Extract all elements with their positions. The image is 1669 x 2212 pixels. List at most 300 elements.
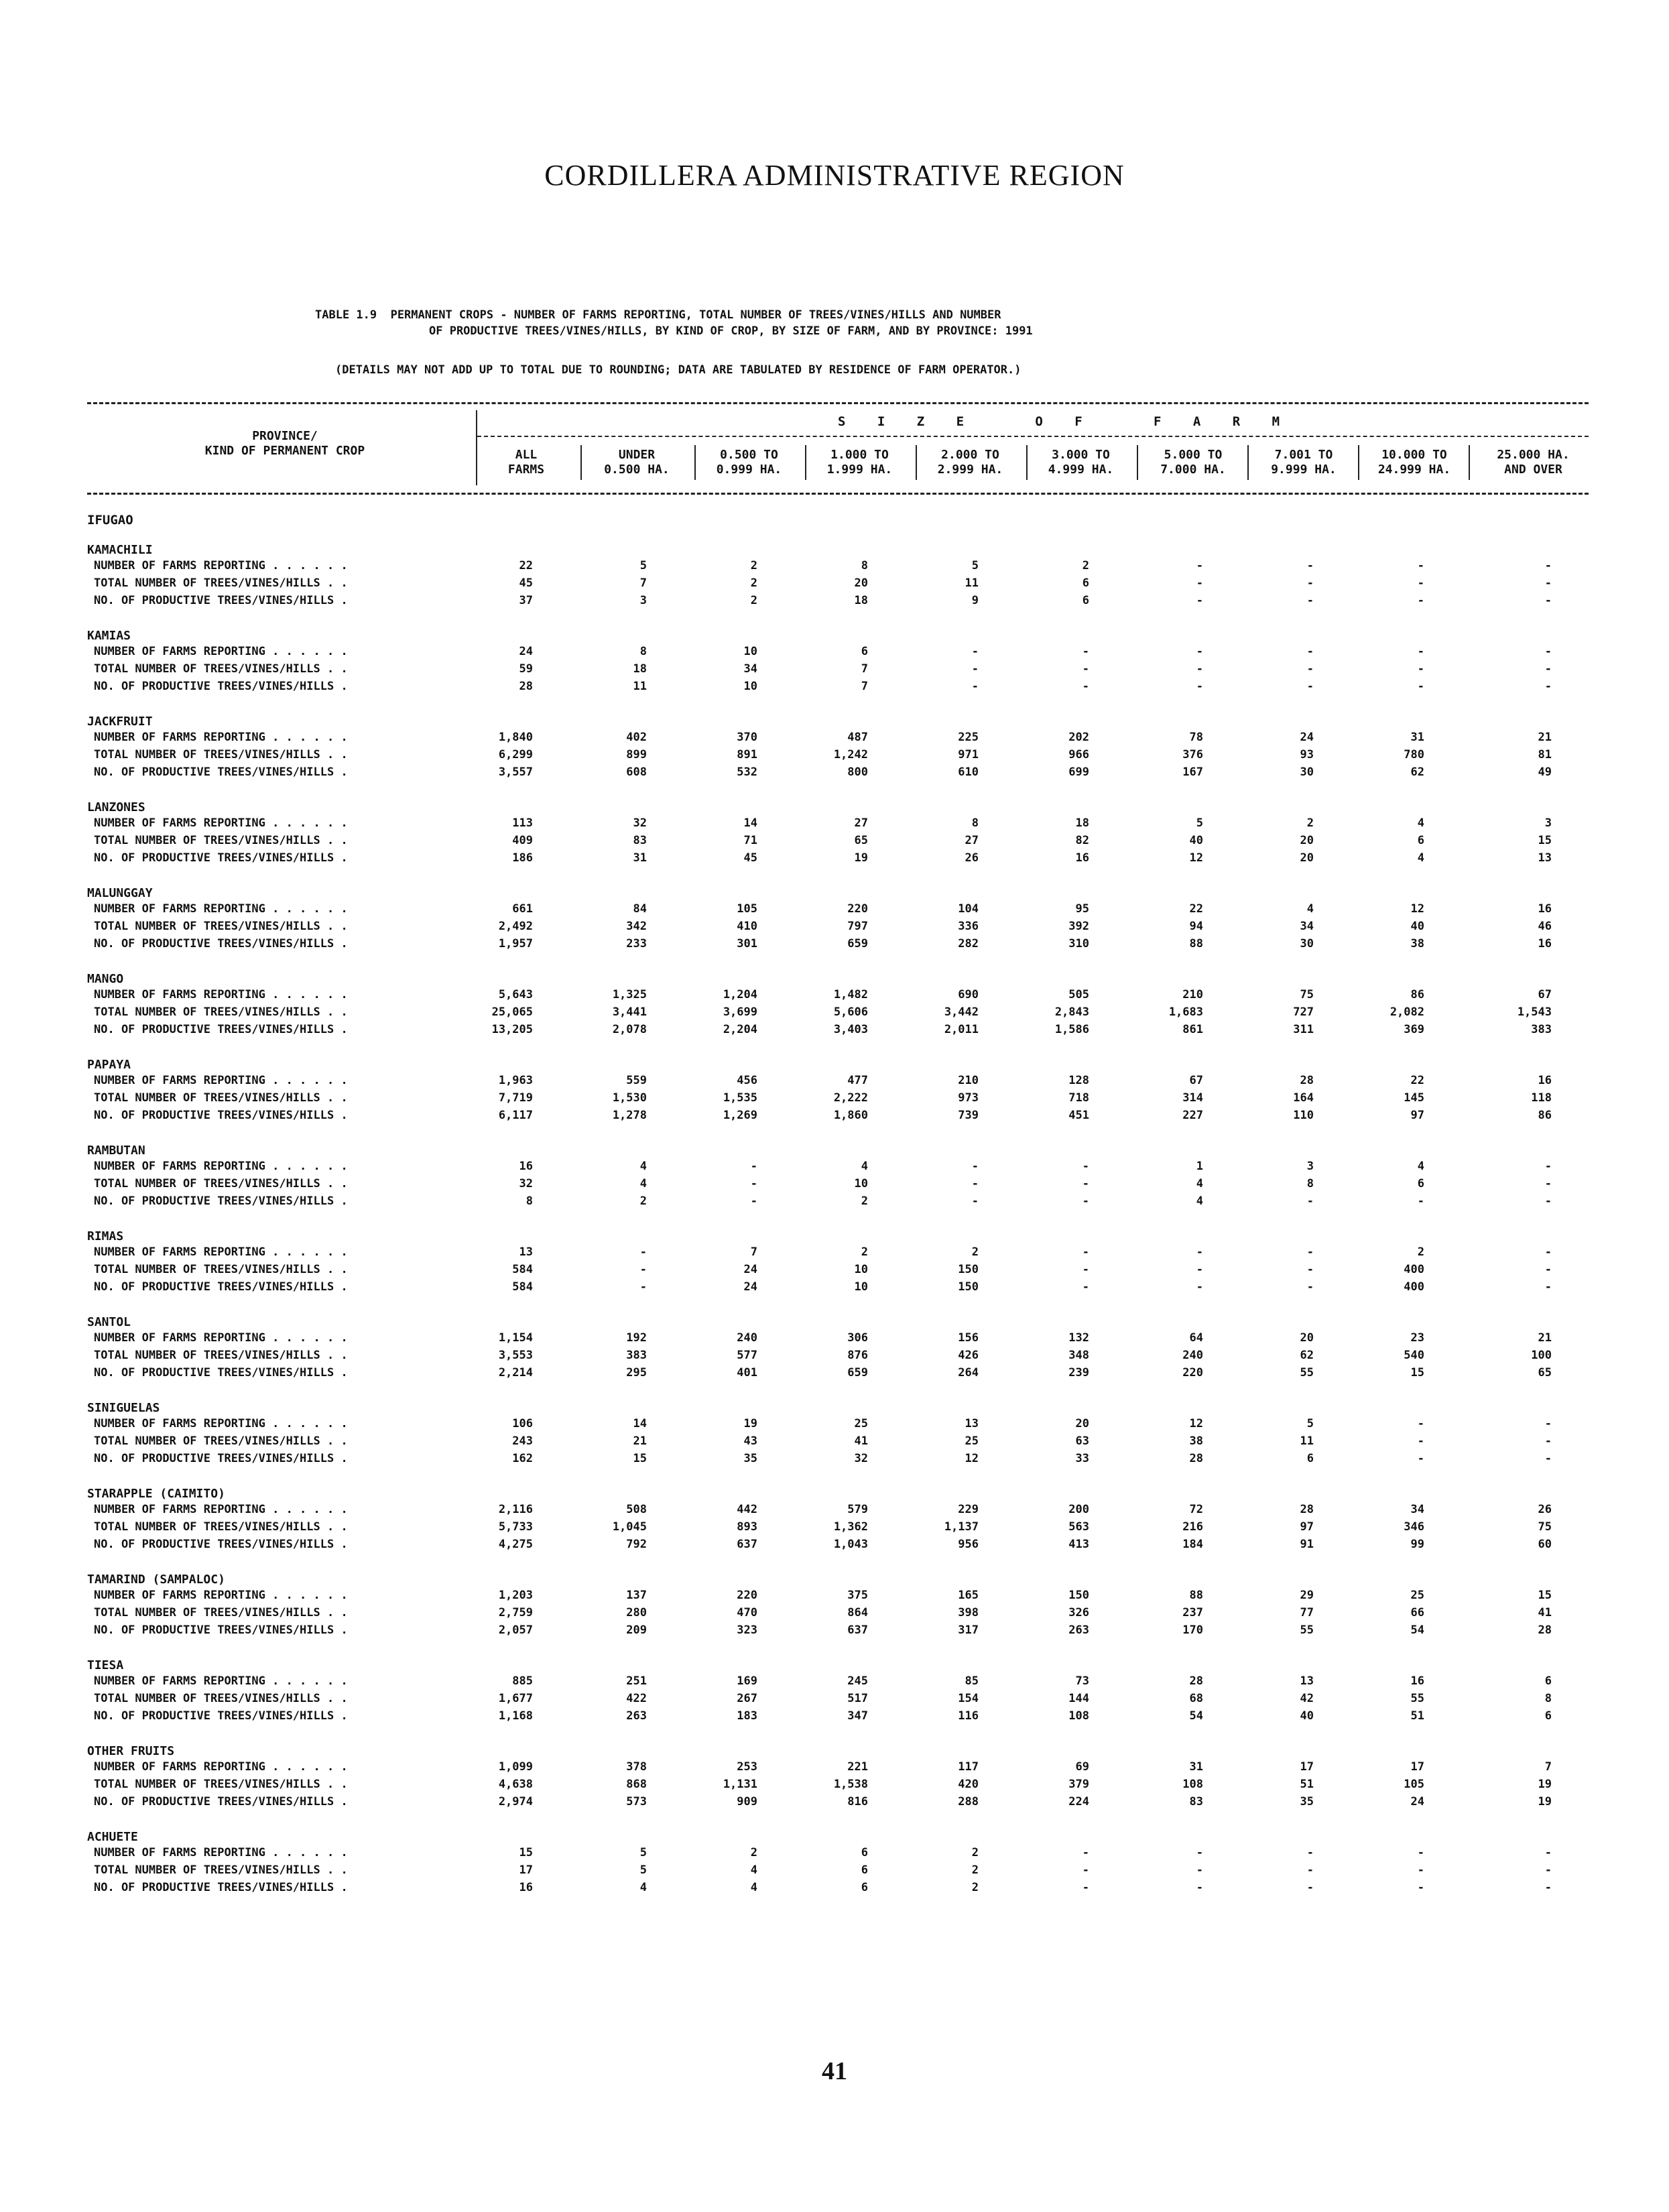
table-cell: 637	[737, 1538, 757, 1551]
table-cell: 19	[1538, 1795, 1552, 1808]
row-label: TOTAL NUMBER OF TREES/VINES/HILLS . .	[94, 1863, 348, 1877]
table-cell: 1,045	[612, 1520, 647, 1534]
table-cell: -	[1196, 576, 1203, 590]
table-cell: 240	[1182, 1349, 1203, 1362]
table-cell: -	[1196, 1280, 1203, 1294]
table-cell: 225	[958, 731, 979, 744]
table-cell: 150	[958, 1280, 979, 1294]
table-cell: 6	[861, 645, 868, 658]
table-cell: 72	[1189, 1503, 1203, 1516]
table-cell: 100	[1531, 1349, 1552, 1362]
table-cell: -	[1082, 1177, 1089, 1190]
table-cell: 233	[626, 937, 647, 950]
table-cell: 16	[1538, 902, 1552, 916]
table-cell: 30	[1300, 937, 1314, 950]
row-label: NUMBER OF FARMS REPORTING . . . . . .	[94, 731, 348, 744]
table-cell: 66	[1410, 1606, 1424, 1619]
table-cell: 15	[519, 1846, 533, 1859]
table-cell: 243	[512, 1434, 533, 1448]
table-cell: 3,441	[612, 1005, 647, 1019]
table-cell: 7	[1544, 1760, 1552, 1774]
table-cell: 78	[1189, 731, 1203, 744]
table-cell: 608	[626, 765, 647, 779]
table-cell: 86	[1410, 988, 1424, 1001]
crop-name: SANTOL	[87, 1315, 131, 1329]
row-label: NO. OF PRODUCTIVE TREES/VINES/HILLS .	[94, 1881, 348, 1894]
crop-name: TIESA	[87, 1658, 124, 1672]
table-cell: -	[1544, 1160, 1552, 1173]
table-cell: 54	[1410, 1623, 1424, 1637]
table-cell: 342	[626, 920, 647, 933]
table-cell: 31	[1189, 1760, 1203, 1774]
table-cell: -	[971, 1160, 979, 1173]
row-label: TOTAL NUMBER OF TREES/VINES/HILLS . .	[94, 576, 348, 590]
table-cell: 154	[958, 1692, 979, 1705]
table-cell: -	[1306, 645, 1314, 658]
table-cell: 156	[958, 1331, 979, 1345]
table-cell: 6	[1082, 594, 1089, 607]
row-label: NUMBER OF FARMS REPORTING . . . . . .	[94, 1846, 348, 1859]
table-cell: 864	[847, 1606, 868, 1619]
table-cell: 167	[1182, 765, 1203, 779]
row-label: NUMBER OF FARMS REPORTING . . . . . .	[94, 1674, 348, 1688]
table-cell: 95	[1075, 902, 1089, 916]
row-label: TOTAL NUMBER OF TREES/VINES/HILLS . .	[94, 1349, 348, 1362]
table-cell: 3,699	[723, 1005, 757, 1019]
column-header: UNDER 0.500 HA.	[604, 448, 670, 477]
table-cell: 1,043	[833, 1538, 868, 1551]
table-cell: -	[1306, 594, 1314, 607]
table-cell: -	[1306, 1881, 1314, 1894]
table-cell: 1,538	[833, 1778, 868, 1791]
size-of-farm-header: S I Z E O F F A R M	[838, 414, 1292, 429]
table-cell: 10	[854, 1263, 868, 1276]
table-cell: -	[1082, 645, 1089, 658]
crop-name: OTHER FRUITS	[87, 1744, 175, 1758]
table-cell: 75	[1300, 988, 1314, 1001]
table-cell: 20	[854, 576, 868, 590]
table-cell: 410	[737, 920, 757, 933]
table-cell: 3,553	[498, 1349, 533, 1362]
table-cell: -	[971, 662, 979, 676]
row-label: TOTAL NUMBER OF TREES/VINES/HILLS . .	[94, 1091, 348, 1105]
table-cell: 73	[1075, 1674, 1089, 1688]
table-cell: 1,278	[612, 1109, 647, 1122]
table-cell: 113	[512, 816, 533, 830]
table-cell: 1,860	[833, 1109, 868, 1122]
table-cell: 370	[737, 731, 757, 744]
table-cell: -	[1417, 559, 1424, 572]
table-cell: 18	[633, 662, 647, 676]
table-cell: 400	[1404, 1280, 1424, 1294]
table-cell: 1,586	[1054, 1023, 1089, 1036]
table-cell: 5	[971, 559, 979, 572]
table-cell: 3,403	[833, 1023, 868, 1036]
table-cell: 5,606	[833, 1005, 868, 1019]
column-divider	[1247, 445, 1249, 480]
row-label: NUMBER OF FARMS REPORTING . . . . . .	[94, 645, 348, 658]
table-cell: 659	[847, 937, 868, 950]
table-cell: 17	[1300, 1760, 1314, 1774]
table-cell: 577	[737, 1349, 757, 1362]
column-header: 10.000 TO 24.999 HA.	[1377, 448, 1451, 477]
table-cell: 10	[743, 645, 757, 658]
table-cell: 68	[1189, 1692, 1203, 1705]
table-cell: 378	[626, 1760, 647, 1774]
table-cell: 41	[1538, 1606, 1552, 1619]
table-cell: 727	[1293, 1005, 1314, 1019]
row-label: NUMBER OF FARMS REPORTING . . . . . .	[94, 988, 348, 1001]
crop-name: LANZONES	[87, 800, 145, 814]
table-cell: -	[1306, 1194, 1314, 1208]
table-cell: 28	[1300, 1503, 1314, 1516]
table-cell: -	[1082, 680, 1089, 693]
table-cell: 209	[626, 1623, 647, 1637]
table-cell: 4	[639, 1881, 647, 1894]
table-cell: 65	[1538, 1366, 1552, 1379]
table-cell: 28	[1300, 1074, 1314, 1087]
row-label: NO. OF PRODUCTIVE TREES/VINES/HILLS .	[94, 937, 348, 950]
table-cell: 40	[1189, 834, 1203, 847]
table-cell: 6	[1082, 576, 1089, 590]
table-cell: 2	[639, 1194, 647, 1208]
table-cell: 75	[1538, 1520, 1552, 1534]
table-cell: 85	[965, 1674, 979, 1688]
table-cell: 336	[958, 920, 979, 933]
table-cell: 16	[519, 1881, 533, 1894]
column-header: 25.000 HA. AND OVER	[1497, 448, 1570, 477]
table-cell: 346	[1404, 1520, 1424, 1534]
table-cell: -	[1196, 680, 1203, 693]
table-cell: 1,168	[498, 1709, 533, 1723]
table-cell: 17	[1410, 1760, 1424, 1774]
table-cell: 420	[958, 1778, 979, 1791]
table-cell: 971	[958, 748, 979, 761]
table-cell: 132	[1068, 1331, 1089, 1345]
table-cell: 699	[1068, 765, 1089, 779]
table-cell: 2,843	[1054, 1005, 1089, 1019]
table-cell: 224	[1068, 1795, 1089, 1808]
table-cell: 780	[1404, 748, 1424, 761]
table-cell: 24	[743, 1280, 757, 1294]
table-cell: -	[1544, 1434, 1552, 1448]
row-label: TOTAL NUMBER OF TREES/VINES/HILLS . .	[94, 834, 348, 847]
table-cell: 6,117	[498, 1109, 533, 1122]
table-cell: 383	[626, 1349, 647, 1362]
table-cell: 487	[847, 731, 868, 744]
table-cell: 7	[750, 1245, 757, 1259]
table-cell: 2,492	[498, 920, 533, 933]
table-cell: 4	[750, 1881, 757, 1894]
table-cell: 690	[958, 988, 979, 1001]
table-cell: 221	[847, 1760, 868, 1774]
row-label: NO. OF PRODUCTIVE TREES/VINES/HILLS .	[94, 1023, 348, 1036]
table-cell: 422	[626, 1692, 647, 1705]
row-label: NO. OF PRODUCTIVE TREES/VINES/HILLS .	[94, 1109, 348, 1122]
row-label: NO. OF PRODUCTIVE TREES/VINES/HILLS .	[94, 1709, 348, 1723]
table-cell: 579	[847, 1503, 868, 1516]
table-cell: 1,137	[944, 1520, 979, 1534]
table-cell: 17	[519, 1863, 533, 1877]
table-cell: 8	[639, 645, 647, 658]
table-cell: 11	[1300, 1434, 1314, 1448]
table-cell: 885	[512, 1674, 533, 1688]
table-cell: -	[1417, 1863, 1424, 1877]
table-cell: 4	[861, 1160, 868, 1173]
table-cell: 69	[1075, 1760, 1089, 1774]
table-cell: -	[1306, 1280, 1314, 1294]
table-cell: 1,963	[498, 1074, 533, 1087]
table-cell: 2	[750, 576, 757, 590]
table-cell: 34	[743, 662, 757, 676]
table-cell: 505	[1068, 988, 1089, 1001]
table-cell: 610	[958, 765, 979, 779]
table-cell: 10	[854, 1177, 868, 1190]
table-cell: 5,733	[498, 1520, 533, 1534]
table-cell: 909	[737, 1795, 757, 1808]
table-cell: 10	[854, 1280, 868, 1294]
table-cell: 169	[737, 1674, 757, 1688]
table-cell: 20	[1300, 851, 1314, 865]
table-cell: 18	[1075, 816, 1089, 830]
table-cell: 4,638	[498, 1778, 533, 1791]
row-label: NUMBER OF FARMS REPORTING . . . . . .	[94, 1331, 348, 1345]
table-cell: 517	[847, 1692, 868, 1705]
table-cell: -	[1196, 1263, 1203, 1276]
table-cell: 34	[1300, 920, 1314, 933]
table-cell: -	[1544, 662, 1552, 676]
table-cell: 317	[958, 1623, 979, 1637]
table-cell: 2,078	[612, 1023, 647, 1036]
row-label: NO. OF PRODUCTIVE TREES/VINES/HILLS .	[94, 1366, 348, 1379]
table-cell: 23	[1410, 1331, 1424, 1345]
table-cell: 67	[1189, 1074, 1203, 1087]
table-cell: 861	[1182, 1023, 1203, 1036]
table-cell: 2,214	[498, 1366, 533, 1379]
row-label: TOTAL NUMBER OF TREES/VINES/HILLS . .	[94, 920, 348, 933]
table-cell: 35	[743, 1452, 757, 1465]
table-cell: 295	[626, 1366, 647, 1379]
table-cell: 16	[1410, 1674, 1424, 1688]
table-cell: 40	[1300, 1709, 1314, 1723]
table-cell: 10	[743, 680, 757, 693]
table-cell: 1,242	[833, 748, 868, 761]
table-cell: 426	[958, 1349, 979, 1362]
table-cell: 25	[854, 1417, 868, 1430]
table-cell: 116	[958, 1709, 979, 1723]
table-cell: 2	[750, 594, 757, 607]
table-cell: 532	[737, 765, 757, 779]
row-label: NO. OF PRODUCTIVE TREES/VINES/HILLS .	[94, 1452, 348, 1465]
table-cell: 1,203	[498, 1589, 533, 1602]
crop-name: STARAPPLE (CAIMITO)	[87, 1487, 225, 1501]
crop-name: RIMAS	[87, 1229, 124, 1243]
table-cell: 91	[1300, 1538, 1314, 1551]
table-cell: 25	[965, 1434, 979, 1448]
table-cell: 2	[971, 1245, 979, 1259]
table-cell: 4,275	[498, 1538, 533, 1551]
table-cell: 220	[1182, 1366, 1203, 1379]
table-cell: -	[1196, 662, 1203, 676]
table-cell: 1,154	[498, 1331, 533, 1345]
table-cell: 216	[1182, 1520, 1203, 1534]
table-cell: 2	[750, 559, 757, 572]
table-cell: 637	[847, 1623, 868, 1637]
table-cell: 15	[1410, 1366, 1424, 1379]
column-divider	[1026, 445, 1028, 480]
row-label: NUMBER OF FARMS REPORTING . . . . . .	[94, 1160, 348, 1173]
table-cell: 4	[1306, 902, 1314, 916]
table-cell: 32	[519, 1177, 533, 1190]
table-cell: -	[1417, 1452, 1424, 1465]
table-cell: 5	[639, 1846, 647, 1859]
table-cell: 4	[1417, 851, 1424, 865]
table-cell: 1,362	[833, 1520, 868, 1534]
table-cell: 108	[1068, 1709, 1089, 1723]
table-cell: 55	[1300, 1623, 1314, 1637]
table-cell: 28	[1538, 1623, 1552, 1637]
table-cell: 398	[958, 1606, 979, 1619]
table-cell: -	[1082, 1280, 1089, 1294]
table-cell: 4	[1196, 1194, 1203, 1208]
table-cell: 21	[1538, 1331, 1552, 1345]
table-cell: 6	[1544, 1674, 1552, 1688]
table-cell: 62	[1410, 765, 1424, 779]
table-cell: 67	[1538, 988, 1552, 1001]
row-label: TOTAL NUMBER OF TREES/VINES/HILLS . .	[94, 1606, 348, 1619]
table-cell: 82	[1075, 834, 1089, 847]
table-cell: 2,204	[723, 1023, 757, 1036]
table-cell: 659	[847, 1366, 868, 1379]
table-cell: 584	[512, 1263, 533, 1276]
table-cell: -	[1082, 1846, 1089, 1859]
table-cell: 6	[1417, 834, 1424, 847]
row-label: NUMBER OF FARMS REPORTING . . . . . .	[94, 1589, 348, 1602]
table-cell: 83	[633, 834, 647, 847]
table-cell: 876	[847, 1349, 868, 1362]
table-cell: 220	[847, 902, 868, 916]
table-cell: 41	[854, 1434, 868, 1448]
table-cell: 34	[1410, 1503, 1424, 1516]
row-label: TOTAL NUMBER OF TREES/VINES/HILLS . .	[94, 1692, 348, 1705]
table-cell: 868	[626, 1778, 647, 1791]
table-cell: 326	[1068, 1606, 1089, 1619]
table-cell: 311	[1293, 1023, 1314, 1036]
column-header: 0.500 TO 0.999 HA.	[716, 448, 782, 477]
table-cell: 6,299	[498, 748, 533, 761]
table-cell: 16	[519, 1160, 533, 1173]
table-cell: 2,082	[1389, 1005, 1424, 1019]
table-cell: 29	[1300, 1589, 1314, 1602]
table-cell: -	[1196, 1881, 1203, 1894]
table-cell: 280	[626, 1606, 647, 1619]
table-cell: 442	[737, 1503, 757, 1516]
table-cell: 93	[1300, 748, 1314, 761]
table-cell: 15	[633, 1452, 647, 1465]
table-cell: 573	[626, 1795, 647, 1808]
table-cell: 77	[1300, 1606, 1314, 1619]
table-cell: 240	[737, 1331, 757, 1345]
column-divider	[580, 445, 582, 480]
table-cell: 973	[958, 1091, 979, 1105]
table-cell: 251	[626, 1674, 647, 1688]
table-cell: 718	[1068, 1091, 1089, 1105]
table-cell: 12	[965, 1452, 979, 1465]
table-cell: 451	[1068, 1109, 1089, 1122]
table-cell: 1,204	[723, 988, 757, 1001]
table-cell: 11	[633, 680, 647, 693]
table-cell: 94	[1189, 920, 1203, 933]
table-cell: 99	[1410, 1538, 1424, 1551]
table-cell: 2	[971, 1881, 979, 1894]
table-cell: 4	[1417, 816, 1424, 830]
table-cell: 25	[1410, 1589, 1424, 1602]
column-divider	[805, 445, 806, 480]
table-cell: -	[1544, 559, 1552, 572]
column-header: 7.001 TO 9.999 HA.	[1271, 448, 1337, 477]
crop-name: MANGO	[87, 972, 124, 986]
table-cell: -	[1544, 680, 1552, 693]
table-cell: 2	[861, 1194, 868, 1208]
table-cell: 24	[1300, 731, 1314, 744]
table-cell: 104	[958, 902, 979, 916]
row-label: TOTAL NUMBER OF TREES/VINES/HILLS . .	[94, 1434, 348, 1448]
top-rule	[87, 402, 1589, 404]
table-cell: 6	[861, 1846, 868, 1859]
table-cell: 7	[861, 680, 868, 693]
table-cell: 376	[1182, 748, 1203, 761]
table-cell: 1,099	[498, 1760, 533, 1774]
table-cell: 559	[626, 1074, 647, 1087]
row-label: NUMBER OF FARMS REPORTING . . . . . .	[94, 1417, 348, 1430]
table-cell: 2,057	[498, 1623, 533, 1637]
table-cell: 540	[1404, 1349, 1424, 1362]
table-cell: -	[1196, 594, 1203, 607]
table-cell: -	[1544, 1881, 1552, 1894]
table-cell: 2,974	[498, 1795, 533, 1808]
table-cell: 5	[1196, 816, 1203, 830]
table-cell: 2,222	[833, 1091, 868, 1105]
table-cell: 227	[1182, 1109, 1203, 1122]
table-cell: -	[1417, 645, 1424, 658]
table-cell: 966	[1068, 748, 1089, 761]
table-cell: 83	[1189, 1795, 1203, 1808]
table-cell: -	[971, 645, 979, 658]
table-cell: 792	[626, 1538, 647, 1551]
table-cell: 14	[633, 1417, 647, 1430]
table-cell: -	[1417, 680, 1424, 693]
table-cell: 13	[1300, 1674, 1314, 1688]
table-cell: 150	[958, 1263, 979, 1276]
table-cell: -	[1196, 559, 1203, 572]
table-cell: 8	[1306, 1177, 1314, 1190]
row-label: NUMBER OF FARMS REPORTING . . . . . .	[94, 559, 348, 572]
table-cell: 4	[639, 1160, 647, 1173]
table-cell: 32	[854, 1452, 868, 1465]
table-cell: 253	[737, 1760, 757, 1774]
table-cell: -	[971, 1194, 979, 1208]
table-cell: 239	[1068, 1366, 1089, 1379]
table-cell: -	[1544, 1194, 1552, 1208]
table-cell: 26	[1538, 1503, 1552, 1516]
row-label: NO. OF PRODUCTIVE TREES/VINES/HILLS .	[94, 1795, 348, 1808]
column-divider	[1469, 445, 1470, 480]
table-cell: -	[971, 680, 979, 693]
table-cell: 2	[1306, 816, 1314, 830]
table-cell: 310	[1068, 937, 1089, 950]
table-cell: 164	[1293, 1091, 1314, 1105]
table-cell: 800	[847, 765, 868, 779]
